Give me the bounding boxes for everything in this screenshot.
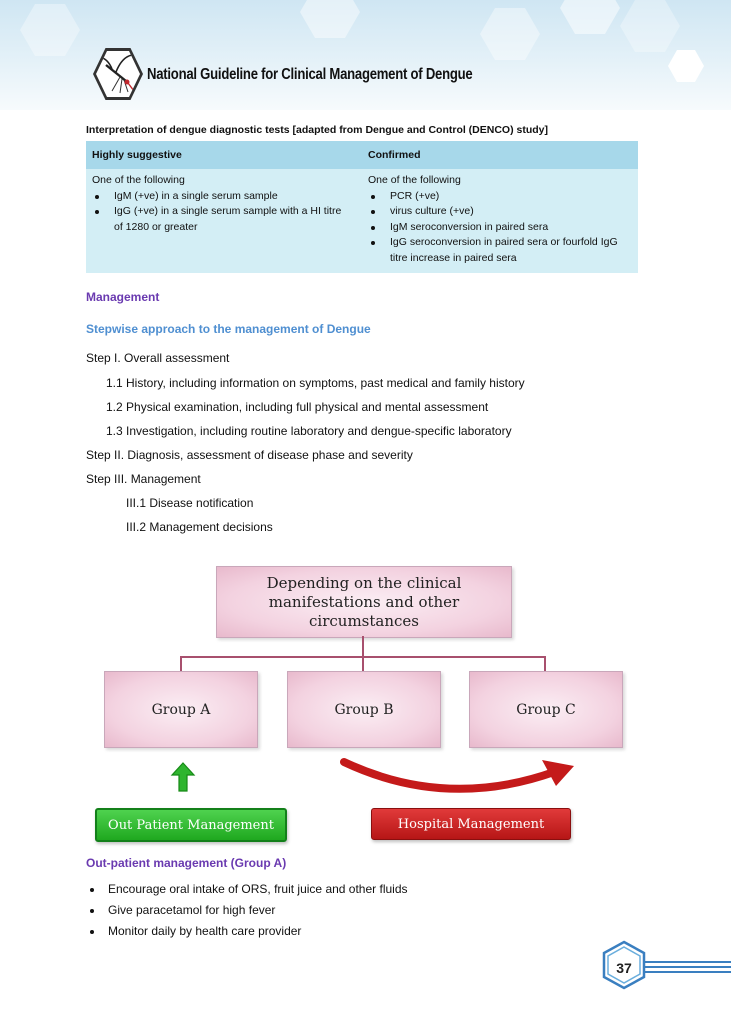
connector-line	[362, 656, 364, 672]
cell-intro: One of the following	[368, 174, 461, 186]
connector-line	[544, 656, 546, 672]
table-caption: Interpretation of dengue diagnostic tests [adapted from Dengue and Control (DENCO) study]	[86, 124, 549, 136]
step-2: Step II. Diagnosis, assessment of disease phase and severity	[86, 448, 413, 462]
step-1: Step I. Overall assessment	[86, 351, 230, 365]
step-1-item: 1.3 Investigation, including routine laboratory and dengue-specific laboratory	[106, 424, 512, 438]
section-heading-outpatient: Out-patient management (Group A)	[86, 856, 287, 870]
step-3-item: III.1 Disease notification	[126, 496, 254, 510]
page-number: 37	[616, 960, 632, 976]
arrow-up-icon	[170, 762, 196, 792]
list-item: Encourage oral intake of ORS, fruit juice and other fluids	[86, 882, 408, 903]
step-1-item: 1.1 History, including information on symptoms, past medical and family history	[106, 376, 525, 390]
decor-hexagon	[560, 0, 620, 34]
section-heading-management: Management	[86, 290, 160, 304]
list-item: IgM (+ve) in a single serum sample	[92, 189, 342, 205]
decision-box-label: Depending on the clinical manifestations and other circumstances	[266, 573, 462, 630]
decor-hexagon	[620, 0, 680, 52]
group-a-label: Group A	[151, 701, 211, 718]
group-b-label: Group B	[334, 701, 394, 718]
decor-hexagon	[300, 0, 360, 38]
table-header	[86, 141, 638, 169]
table-cell-confirmed	[368, 173, 630, 266]
list-item: virus culture (+ve)	[368, 204, 630, 220]
group-a-box	[104, 671, 258, 748]
outpatient-list	[86, 882, 408, 945]
group-c-box	[469, 671, 623, 748]
subheading-stepwise: Stepwise approach to the management of Dengue	[86, 322, 371, 336]
decor-hexagon	[20, 4, 80, 56]
group-b-box	[287, 671, 441, 748]
decor-hexagon	[480, 8, 540, 60]
column-header-highly-suggestive: Highly suggestive	[92, 149, 182, 161]
table-cell-highly-suggestive	[92, 173, 342, 235]
step-3: Step III. Management	[86, 472, 201, 486]
group-c-label: Group C	[516, 701, 576, 718]
connector-line	[362, 636, 364, 657]
list-item: Give paracetamol for high fever	[86, 903, 408, 924]
decision-box	[216, 566, 512, 638]
document-title: National Guideline for Clinical Management of Dengue	[147, 66, 473, 83]
diagnostic-table	[86, 141, 638, 273]
step-3-item: III.2 Management decisions	[126, 520, 273, 534]
cell-intro: One of the following	[92, 174, 185, 186]
list-item: IgG (+ve) in a single serum sample with a HI titre of 1280 or greater	[92, 204, 342, 235]
decor-hexagon	[668, 50, 704, 82]
outpatient-management-label: Out Patient Management	[95, 808, 287, 842]
hospital-management-label: Hospital Management	[371, 808, 571, 840]
list-item: IgM seroconversion in paired sera	[368, 220, 630, 236]
list-item: PCR (+ve)	[368, 189, 630, 205]
curved-arrow-icon	[336, 752, 582, 802]
list-item: IgG seroconversion in paired sera or fourfold IgG titre increase in paired sera	[368, 235, 630, 266]
step-1-item: 1.2 Physical examination, including full physical and mental assessment	[106, 400, 489, 414]
connector-line	[180, 656, 182, 672]
column-header-confirmed: Confirmed	[368, 149, 421, 161]
list-item: Monitor daily by health care provider	[86, 924, 408, 945]
